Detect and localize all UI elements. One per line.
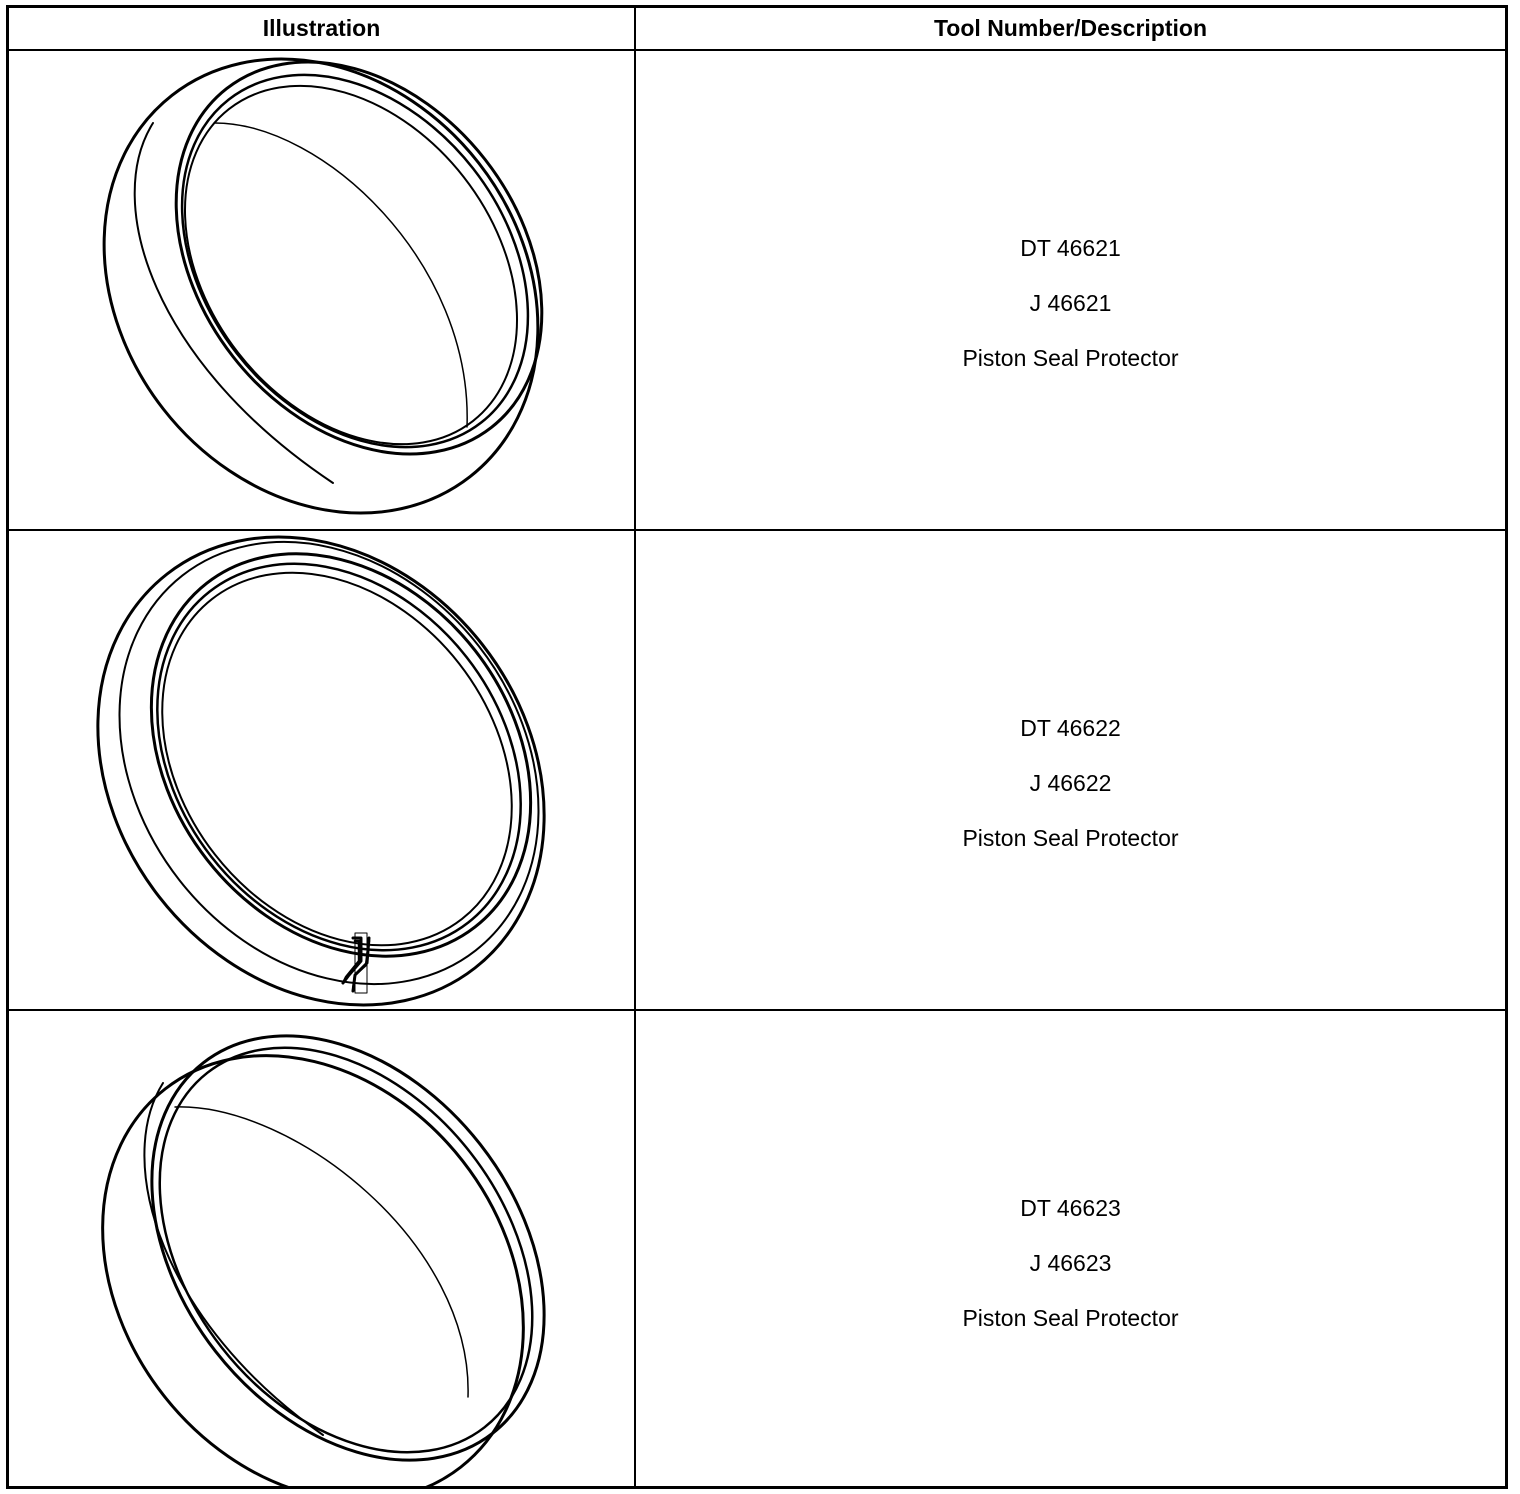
split-ring-protector-icon [9,531,634,1009]
tool-number: DT 46623 [1020,1195,1121,1221]
ring-protector-icon [9,51,634,529]
table-row [9,531,1505,1011]
alt-tool-number: J 46623 [1029,1250,1112,1276]
table-row [9,51,1505,531]
description-cell [636,1011,1505,1489]
tool-description: Piston Seal Protector [962,825,1179,851]
alt-tool-number: J 46621 [1029,290,1112,316]
illustration-cell [9,1011,636,1489]
illustration-cell [9,531,636,1009]
illustration-cell [9,51,636,529]
tool-number: DT 46622 [1020,715,1121,741]
header-illustration: Illustration [9,8,636,49]
description-cell [636,51,1505,529]
table-row [9,1011,1505,1489]
tool-number: DT 46621 [1020,235,1121,261]
description-cell [636,531,1505,1009]
ring-protector-icon [9,1011,634,1487]
tool-description: Piston Seal Protector [962,345,1179,371]
header-tool-number-description: Tool Number/Description [933,15,1208,41]
alt-tool-number: J 46622 [1029,770,1112,796]
tool-table [6,5,1508,1489]
tool-description: Piston Seal Protector [962,1305,1179,1331]
table-header-row [9,8,1505,51]
